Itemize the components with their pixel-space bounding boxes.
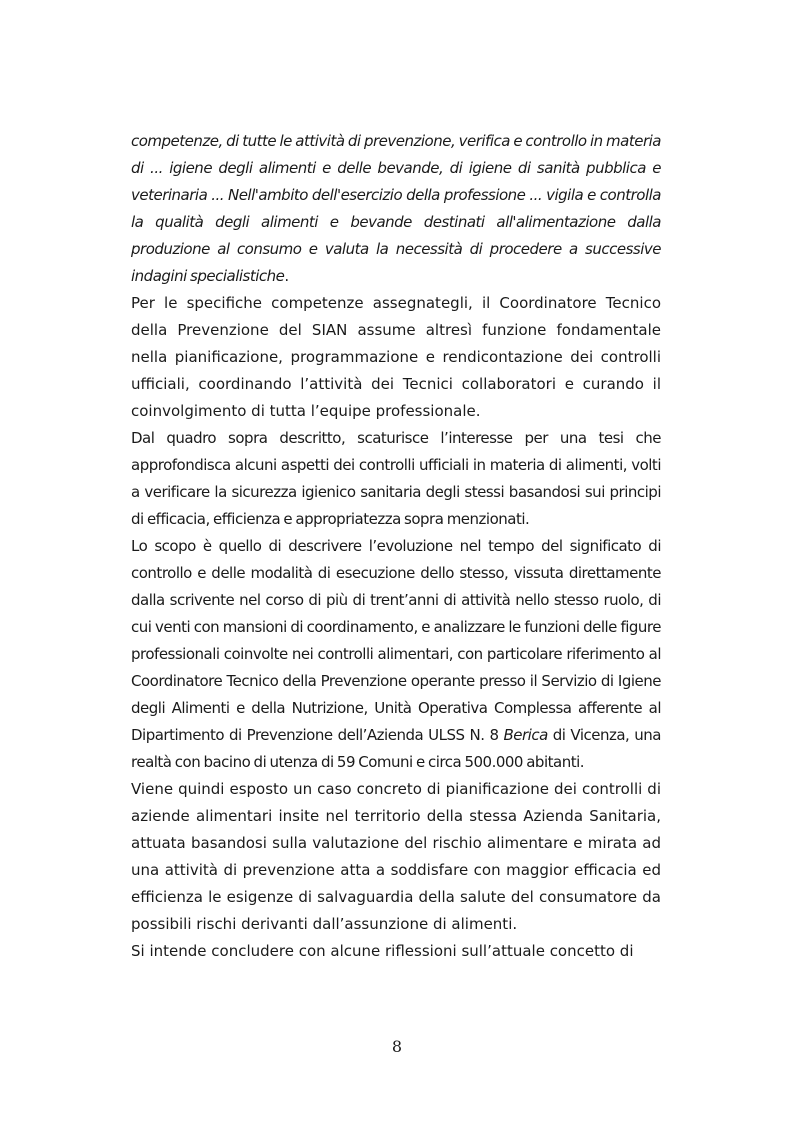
paragraph-4-text-end: di Vicenza, una realtà con bacino di utenza di 59 Comuni e circa 500.000 abitanti. (131, 726, 661, 771)
paragraph-1-period: . (284, 267, 289, 285)
paragraph-3 (131, 425, 661, 533)
paragraph-6 (131, 938, 661, 965)
paragraph-4 (131, 533, 661, 776)
paragraph-6-text: Si intende concludere con alcune riflessioni sull’attuale concetto di (131, 942, 634, 960)
paragraph-4-text-start: Lo scopo è quello di descrivere l’evoluzione nel tempo del significato di controllo e delle modalità di esecuzione dello stesso, vissuta direttamente dalla scrivente nel corso di più di trent’anni di attività nello stesso ruolo, di cui venti con mansioni di coordinamento, e analizzare le funzioni delle figure professionali coinvolte nei controlli alimentari, con particolare riferimento al Coordinatore Tecnico della Prevenzione operante presso il Servizio di Igiene degli Alimenti e della Nutrizione, Unità Operativa Complessa afferente al Dipartimento di Prevenzione dell’Azienda ULSS N. 8 (131, 537, 661, 744)
body-text (131, 128, 661, 965)
paragraph-1 (131, 128, 661, 290)
paragraph-2-text: Per le specifiche competenze assegnategli, il Coordinatore Tecnico della Prevenzione del SIAN assume altresì funzione fondamentale nella pianificazione, programmazione e rendicontazione dei controlli ufficiali, coordinando l’attività dei Tecnici collaboratori e curando il coinvolgimento di tutta l’equipe professionale. (131, 294, 661, 420)
paragraph-3-text: Dal quadro sopra descritto, scaturisce l’interesse per una tesi che approfondisca alcuni aspetti dei controlli ufficiali in materia di alimenti, volti a verificare la sicurezza igienico sanitaria degli stessi basandosi sui principi di efficacia, efficienza e appropriatezza sopra menzionati. (131, 429, 661, 528)
paragraph-1-italic-quote: competenze, di tutte le attività di prevenzione, verifica e controllo in materia di ... igiene degli alimenti e delle bevande, di igiene di sanità pubblica e veterinaria ... Nell'ambito dell'esercizio della professione ... vigila e controlla la qualità degli alimenti e bevande destinati all'alimentazione dalla produzione al consumo e valuta la necessità di procedere a successive indagini specialistiche (131, 132, 661, 285)
page-number: 8 (391, 1037, 403, 1056)
paragraph-5 (131, 776, 661, 938)
paragraph-4-italic-berica: Berica (503, 726, 548, 744)
paragraph-2 (131, 290, 661, 425)
paragraph-5-text: Viene quindi esposto un caso concreto di pianificazione dei controlli di aziende alimentari insite nel territorio della stessa Azienda Sanitaria, attuata basandosi sulla valutazione del rischio alimentare e mirata ad una attività di prevenzione atta a soddisfare con maggior efficacia ed efficienza le esigenze di salvaguardia della salute del consumatore da possibili rischi derivanti dall’assunzione di alimenti. (131, 780, 661, 933)
